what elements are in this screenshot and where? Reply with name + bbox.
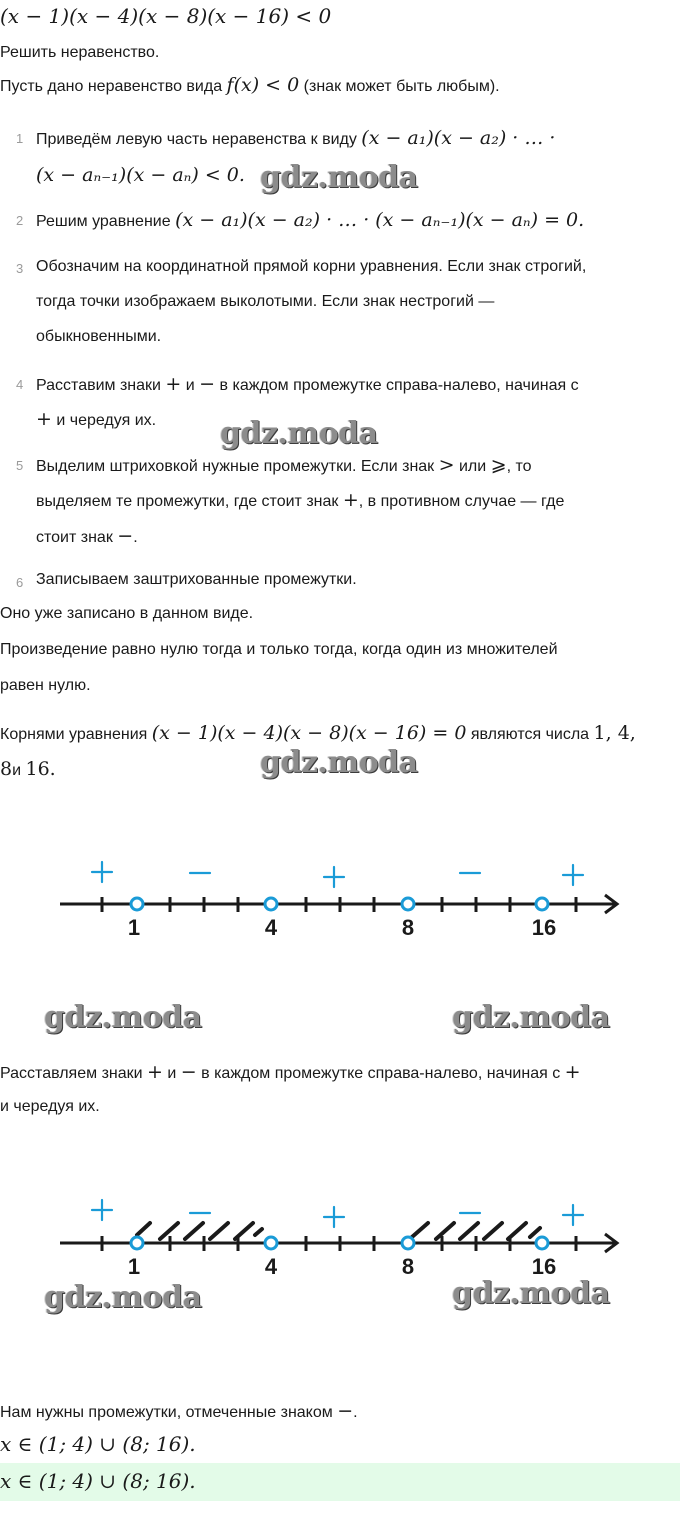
step-4-line-1: Расставим знаки + и − в каждом промежутке справа-налево, начиная с [36,373,579,395]
paragraph-zero-2: равен нулю. [0,677,91,694]
step-3-line-2: тогда точки изображаем выколотыми. Если знак нестрогий — [36,293,495,310]
problem-statement: (x − 1)(x − 4)(x − 8)(x − 16) < 0 [0,4,332,28]
sign-plus-1 [92,862,112,882]
paragraph-zero-1: Произведение равно нулю тогда и только тогда, когда один из множителей [0,641,558,658]
paragraph-written: Оно уже записано в данном виде. [0,605,254,622]
number-line-signs [0,855,680,945]
root-point-8 [402,1237,414,1249]
root-label-4: 4 [264,1254,278,1279]
watermark-logo: gdz.moda [220,416,378,451]
root-point-8 [402,898,414,910]
step-4-line-2: + и чередуя их. [36,408,157,430]
root-label-16: 16 [531,1254,557,1279]
step-5-line-1: Выделим штриховкой нужные промежутки. Если знак > или ⩾, то [36,454,532,476]
root-point-4 [265,898,277,910]
sign-plus-3 [563,865,583,885]
paragraph-signs-1: Расставляем знаки + и − в каждом промежутке справа-налево, начиная с + [0,1061,581,1083]
watermark-logo: gdz.moda [452,1000,610,1035]
sign-plus-1 [92,1200,112,1220]
intro-line-1: Решить неравенство. [0,44,160,61]
root-point-16 [536,898,548,910]
root-label-8: 8 [401,915,415,940]
step-2-line: Решим уравнение (x − a₁)(x − a₂) · … · (x − aₙ₋₁)(x − aₙ) = 0. [36,209,585,231]
root-label-4: 4 [264,915,278,940]
step-1-line-1: Приведём левую часть неравенства к виду (x − a₁)(x − a₂) · … · [36,127,556,149]
sign-plus-3 [563,1205,583,1225]
root-label-8: 8 [401,1254,415,1279]
root-point-4 [265,1237,277,1249]
watermark-logo: gdz.moda [260,160,418,195]
watermark-logo: gdz.moda [260,745,418,780]
root-point-1 [131,1237,143,1249]
root-point-16 [536,1237,548,1249]
sign-plus-2 [324,867,344,887]
root-point-1 [131,898,143,910]
step-3-line-3: обыкновенными. [36,328,162,345]
watermark-logo: gdz.moda [44,1280,202,1315]
watermark-logo: gdz.moda [44,1000,202,1035]
number-line-hatched [0,1195,680,1285]
step-6-line: Записываем заштрихованные промежутки. [36,571,357,588]
step-5-line-3: стоит знак −. [36,525,138,547]
paragraph-need: Нам нужны промежутки, отмеченные знаком −. [0,1400,358,1422]
result-line: x ∈ (1; 4) ∪ (8; 16). [0,1432,196,1456]
root-label-1: 1 [127,1254,141,1279]
intro-line-2: Пусть дано неравенство вида f(x) < 0 (знак может быть любым). [0,74,500,96]
root-label-1: 1 [127,915,141,940]
paragraph-roots-1: Корнями уравнения (x − 1)(x − 4)(x − 8)(x − 16) = 0 являются числа 1, 4, [0,722,636,744]
paragraph-signs-2: и чередуя их. [0,1098,100,1115]
paragraph-roots-2: 8и 16. [0,758,56,780]
step-3-line-1: Обозначим на координатной прямой корни уравнения. Если знак строгий, [36,258,587,275]
step-5-line-2: выделяем те промежутки, где стоит знак +, в противном случае — где [36,489,565,511]
watermark-logo: gdz.moda [452,1276,610,1311]
sign-plus-2 [324,1207,344,1227]
root-label-16: 16 [531,915,557,940]
step-1-line-2: (x − aₙ₋₁)(x − aₙ) < 0. [36,164,245,186]
answer-line: x ∈ (1; 4) ∪ (8; 16). [0,1469,196,1493]
